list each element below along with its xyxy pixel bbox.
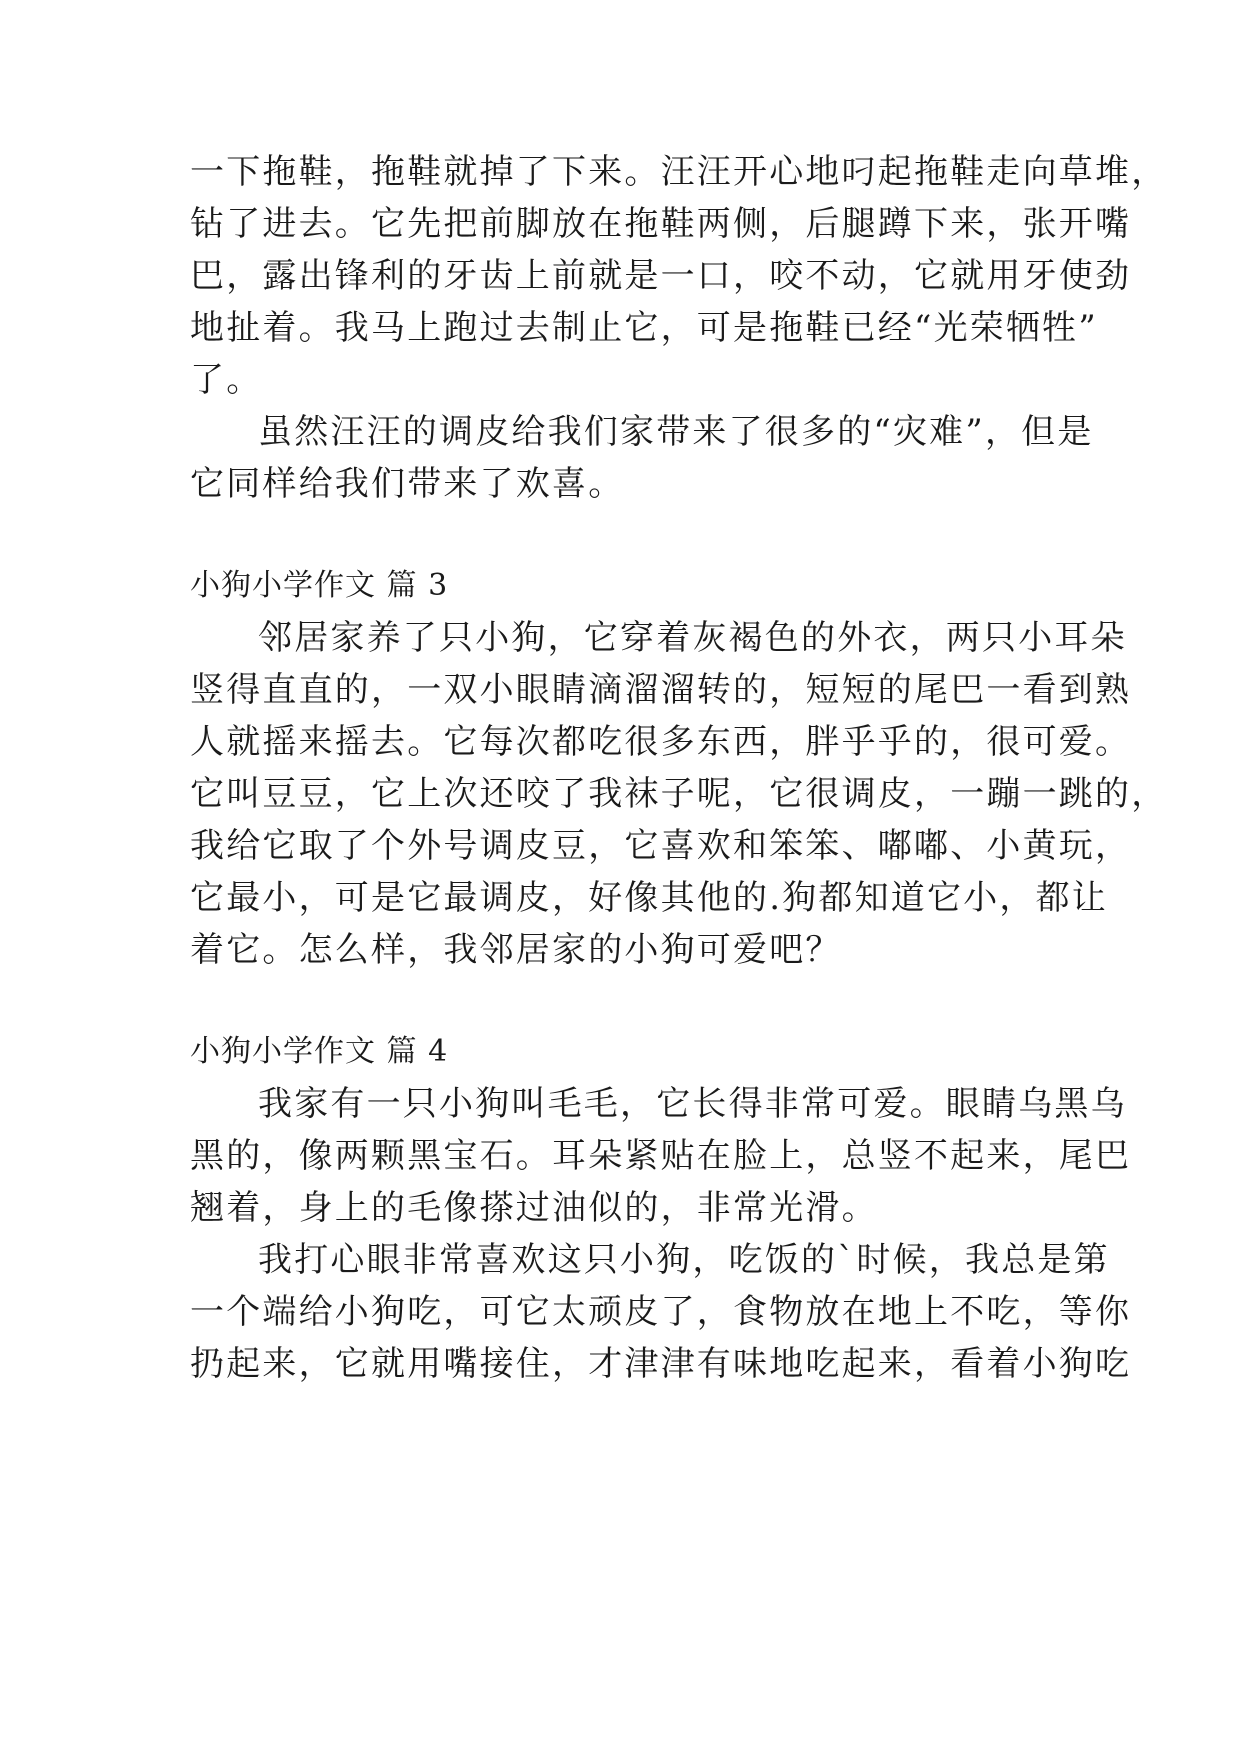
paragraph-line: 了。 (190, 360, 263, 400)
paragraph-line: 它最小，可是它最调皮，好像其他的.狗都知道它小，都让 (190, 878, 1109, 918)
paragraph-line: 黑的，像两颗黑宝石。耳朵紧贴在脸上，总竖不起来，尾巴 (190, 1136, 1132, 1176)
paragraph-line: 钻了进去。它先把前脚放在拖鞋两侧，后腿蹲下来，张开嘴 (190, 204, 1132, 244)
paragraph-line: 一下拖鞋，拖鞋就掉了下来。汪汪开心地叼起拖鞋走向草堆， (190, 152, 1168, 192)
paragraph-line: 翘着，身上的毛像搽过油似的，非常光滑。 (190, 1188, 878, 1228)
paragraph-line: 着它。怎么样，我邻居家的小狗可爱吧？ (190, 930, 842, 970)
paragraph-line: 竖得直直的，一双小眼睛滴溜溜转的，短短的尾巴一看到熟 (190, 670, 1132, 710)
paragraph-line: 我家有一只小狗叫毛毛，它长得非常可爱。眼睛乌黑乌 (258, 1084, 1127, 1124)
paragraph-line: 地扯着。我马上跑过去制止它，可是拖鞋已经“光荣牺牲” (190, 308, 1098, 348)
paragraph-line: 虽然汪汪的调皮给我们家带来了很多的“灾难”，但是 (258, 412, 1094, 452)
paragraph-line: 它叫豆豆，它上次还咬了我袜子呢，它很调皮，一蹦一跳的， (190, 774, 1168, 814)
section-heading: 小狗小学作文 篇 4 (190, 1034, 449, 1069)
paragraph-line: 邻居家养了只小狗，它穿着灰褐色的外衣，两只小耳朵 (258, 618, 1127, 658)
paragraph-line: 人就摇来摇去。它每次都吃很多东西，胖乎乎的，很可爱。 (190, 722, 1132, 762)
paragraph-line: 扔起来，它就用嘴接住，才津津有味地吃起来，看着小狗吃 (190, 1344, 1132, 1384)
paragraph-line: 巴，露出锋利的牙齿上前就是一口，咬不动，它就用牙使劲 (190, 256, 1132, 296)
paragraph-line: 我给它取了个外号调皮豆，它喜欢和笨笨、嘟嘟、小黄玩， (190, 826, 1132, 866)
paragraph-line: 它同样给我们带来了欢喜。 (190, 464, 625, 504)
section-heading: 小狗小学作文 篇 3 (190, 568, 449, 603)
paragraph-line: 一个端给小狗吃，可它太顽皮了，食物放在地上不吃，等你 (190, 1292, 1132, 1332)
paragraph-line: 我打心眼非常喜欢这只小狗，吃饭的`时候，我总是第 (258, 1240, 1110, 1280)
